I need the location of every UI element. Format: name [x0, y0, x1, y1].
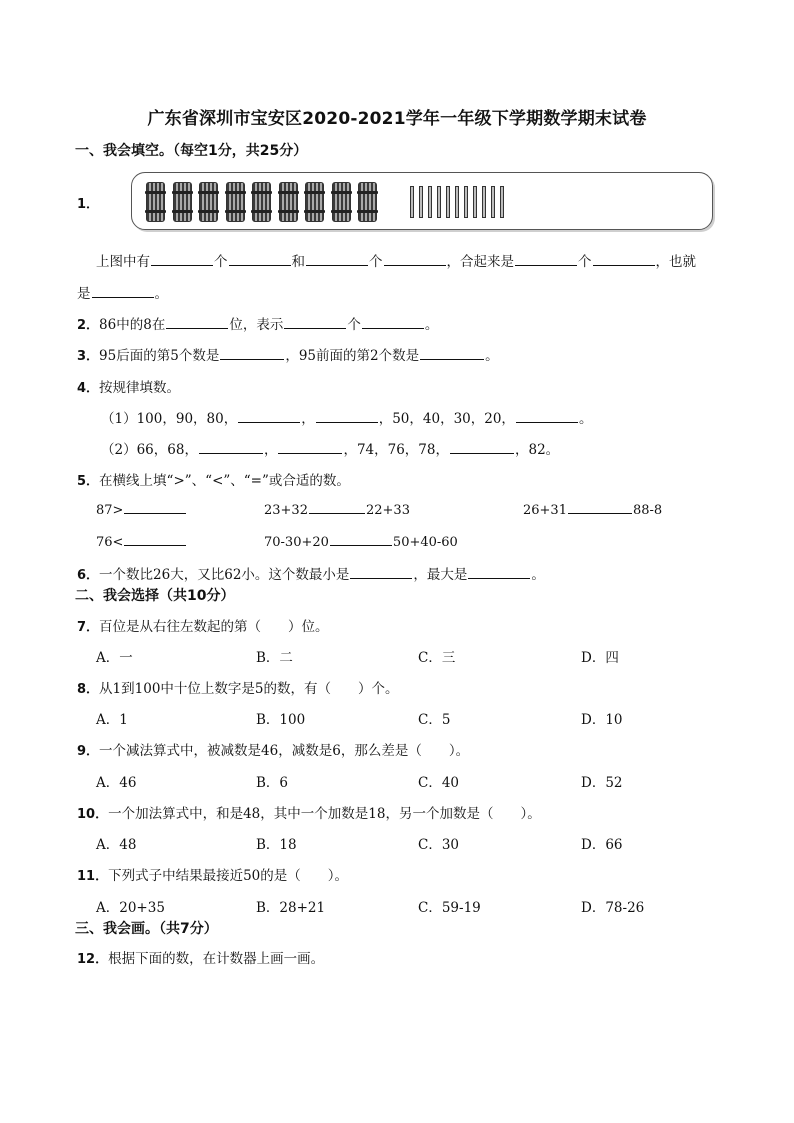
question-11: 11．下列式子中结果最接近50的是（ ）。 [77, 868, 349, 884]
blank[interactable] [306, 252, 368, 266]
section-3-heading: 三、我会画。（共7分） [75, 921, 218, 937]
question-4: 4．按规律填数。 [77, 380, 181, 396]
comparison-2: 23+32 22+33 [264, 500, 410, 518]
single-stick [473, 186, 477, 218]
option-d[interactable]: D．四 [581, 650, 619, 666]
section-2-heading: 二、我会选择（共10分） [75, 588, 235, 604]
blank[interactable] [384, 252, 446, 266]
bundle-of-ten-sticks [173, 182, 192, 222]
blank[interactable] [593, 252, 655, 266]
single-stick [419, 186, 423, 218]
bundle-of-ten-sticks [226, 182, 245, 222]
blank[interactable] [92, 284, 154, 298]
question-2: 2．86中的8在 位，表示 个 。 [77, 317, 439, 333]
comparison-3: 26+31 88-8 [523, 500, 662, 518]
single-stick [500, 186, 504, 218]
question-6: 6．一个数比26大，又比62小。这个数最小是 ，最大是 。 [77, 567, 545, 583]
option-b[interactable]: B．28+21 [256, 900, 326, 916]
option-a[interactable]: A．20+35 [96, 900, 165, 916]
question-1-line-2: 是 。 [77, 286, 168, 302]
comparison-4: 76< [96, 532, 187, 550]
comparison-1: 87> [96, 500, 187, 518]
single-stick [410, 186, 414, 218]
blank[interactable] [515, 252, 577, 266]
blank[interactable] [199, 440, 263, 454]
blank[interactable] [166, 315, 228, 329]
bundle-of-ten-sticks [279, 182, 298, 222]
option-c[interactable]: C．30 [418, 837, 460, 853]
blank[interactable] [568, 500, 632, 514]
question-1-line-1: 上图中有 个 和 个 ，合起来是 个 ，也就 [96, 254, 696, 270]
single-stick [446, 186, 450, 218]
question-9: 9．一个减法算式中，被减数是46，减数是6，那么差是（ ）。 [77, 743, 470, 759]
page-title: 广东省深圳市宝安区2020-2021学年一年级下学期数学期末试卷 [147, 109, 647, 129]
blank[interactable] [316, 409, 378, 423]
blank[interactable] [468, 565, 530, 579]
option-d[interactable]: D．66 [581, 837, 623, 853]
question-12: 12．根据下面的数，在计数器上画一画。 [77, 951, 325, 967]
question-4-part-2: （2）66，68， ， ，74，76，78， ，82。 [101, 442, 560, 458]
option-b[interactable]: B．18 [256, 837, 297, 853]
single-stick [482, 186, 486, 218]
blank[interactable] [516, 409, 578, 423]
blank[interactable] [350, 565, 412, 579]
option-c[interactable]: C．5 [418, 712, 451, 728]
option-c[interactable]: C．59-19 [418, 900, 481, 916]
section-1-heading: 一、我会填空。（每空1分，共25分） [75, 143, 308, 159]
option-b[interactable]: B．100 [256, 712, 306, 728]
blank[interactable] [238, 409, 300, 423]
option-c[interactable]: C．三 [418, 650, 456, 666]
bundle-of-ten-sticks [305, 182, 324, 222]
bundle-of-ten-sticks [358, 182, 377, 222]
comparison-5: 70-30+20 50+40-60 [264, 532, 458, 550]
bundle-of-ten-sticks [146, 182, 165, 222]
bundle-of-ten-sticks [332, 182, 351, 222]
blank[interactable] [450, 440, 514, 454]
option-b[interactable]: B．二 [256, 650, 293, 666]
question-4-part-1: （1）100，90，80， ， ，50，40，30，20， 。 [101, 411, 593, 427]
blank[interactable] [220, 346, 284, 360]
option-b[interactable]: B．6 [256, 775, 289, 791]
blank[interactable] [124, 532, 186, 546]
blank[interactable] [151, 252, 213, 266]
question-7: 7．百位是从右往左数起的第（ ）位。 [77, 619, 329, 635]
option-d[interactable]: D．10 [581, 712, 623, 728]
option-c[interactable]: C．40 [418, 775, 460, 791]
counting-sticks-figure [131, 172, 713, 230]
bundle-of-ten-sticks [252, 182, 271, 222]
single-stick [437, 186, 441, 218]
blank[interactable] [362, 315, 424, 329]
option-a[interactable]: A．48 [96, 837, 137, 853]
option-a[interactable]: A．一 [96, 650, 133, 666]
blank[interactable] [229, 252, 291, 266]
option-d[interactable]: D．78-26 [581, 900, 645, 916]
single-stick [491, 186, 495, 218]
single-stick [455, 186, 459, 218]
option-a[interactable]: A．1 [96, 712, 128, 728]
blank[interactable] [309, 500, 365, 514]
blank[interactable] [330, 532, 392, 546]
blank[interactable] [284, 315, 346, 329]
bundle-of-ten-sticks [199, 182, 218, 222]
option-a[interactable]: A．46 [96, 775, 137, 791]
single-stick [464, 186, 468, 218]
option-d[interactable]: D．52 [581, 775, 623, 791]
blank[interactable] [420, 346, 484, 360]
blank[interactable] [278, 440, 342, 454]
single-stick [428, 186, 432, 218]
question-5: 5．在横线上填“>”、“<”、“=”或合适的数。 [77, 473, 350, 489]
blank[interactable] [124, 500, 186, 514]
question-3: 3．95后面的第5个数是 ，95前面的第2个数是 。 [77, 348, 499, 364]
question-8: 8．从1到100中十位上数字是5的数，有（ ）个。 [77, 681, 399, 697]
question-1-number: 1． [77, 197, 100, 212]
question-10: 10．一个加法算式中，和是48，其中一个加数是18，另一个加数是（ ）。 [77, 806, 541, 822]
